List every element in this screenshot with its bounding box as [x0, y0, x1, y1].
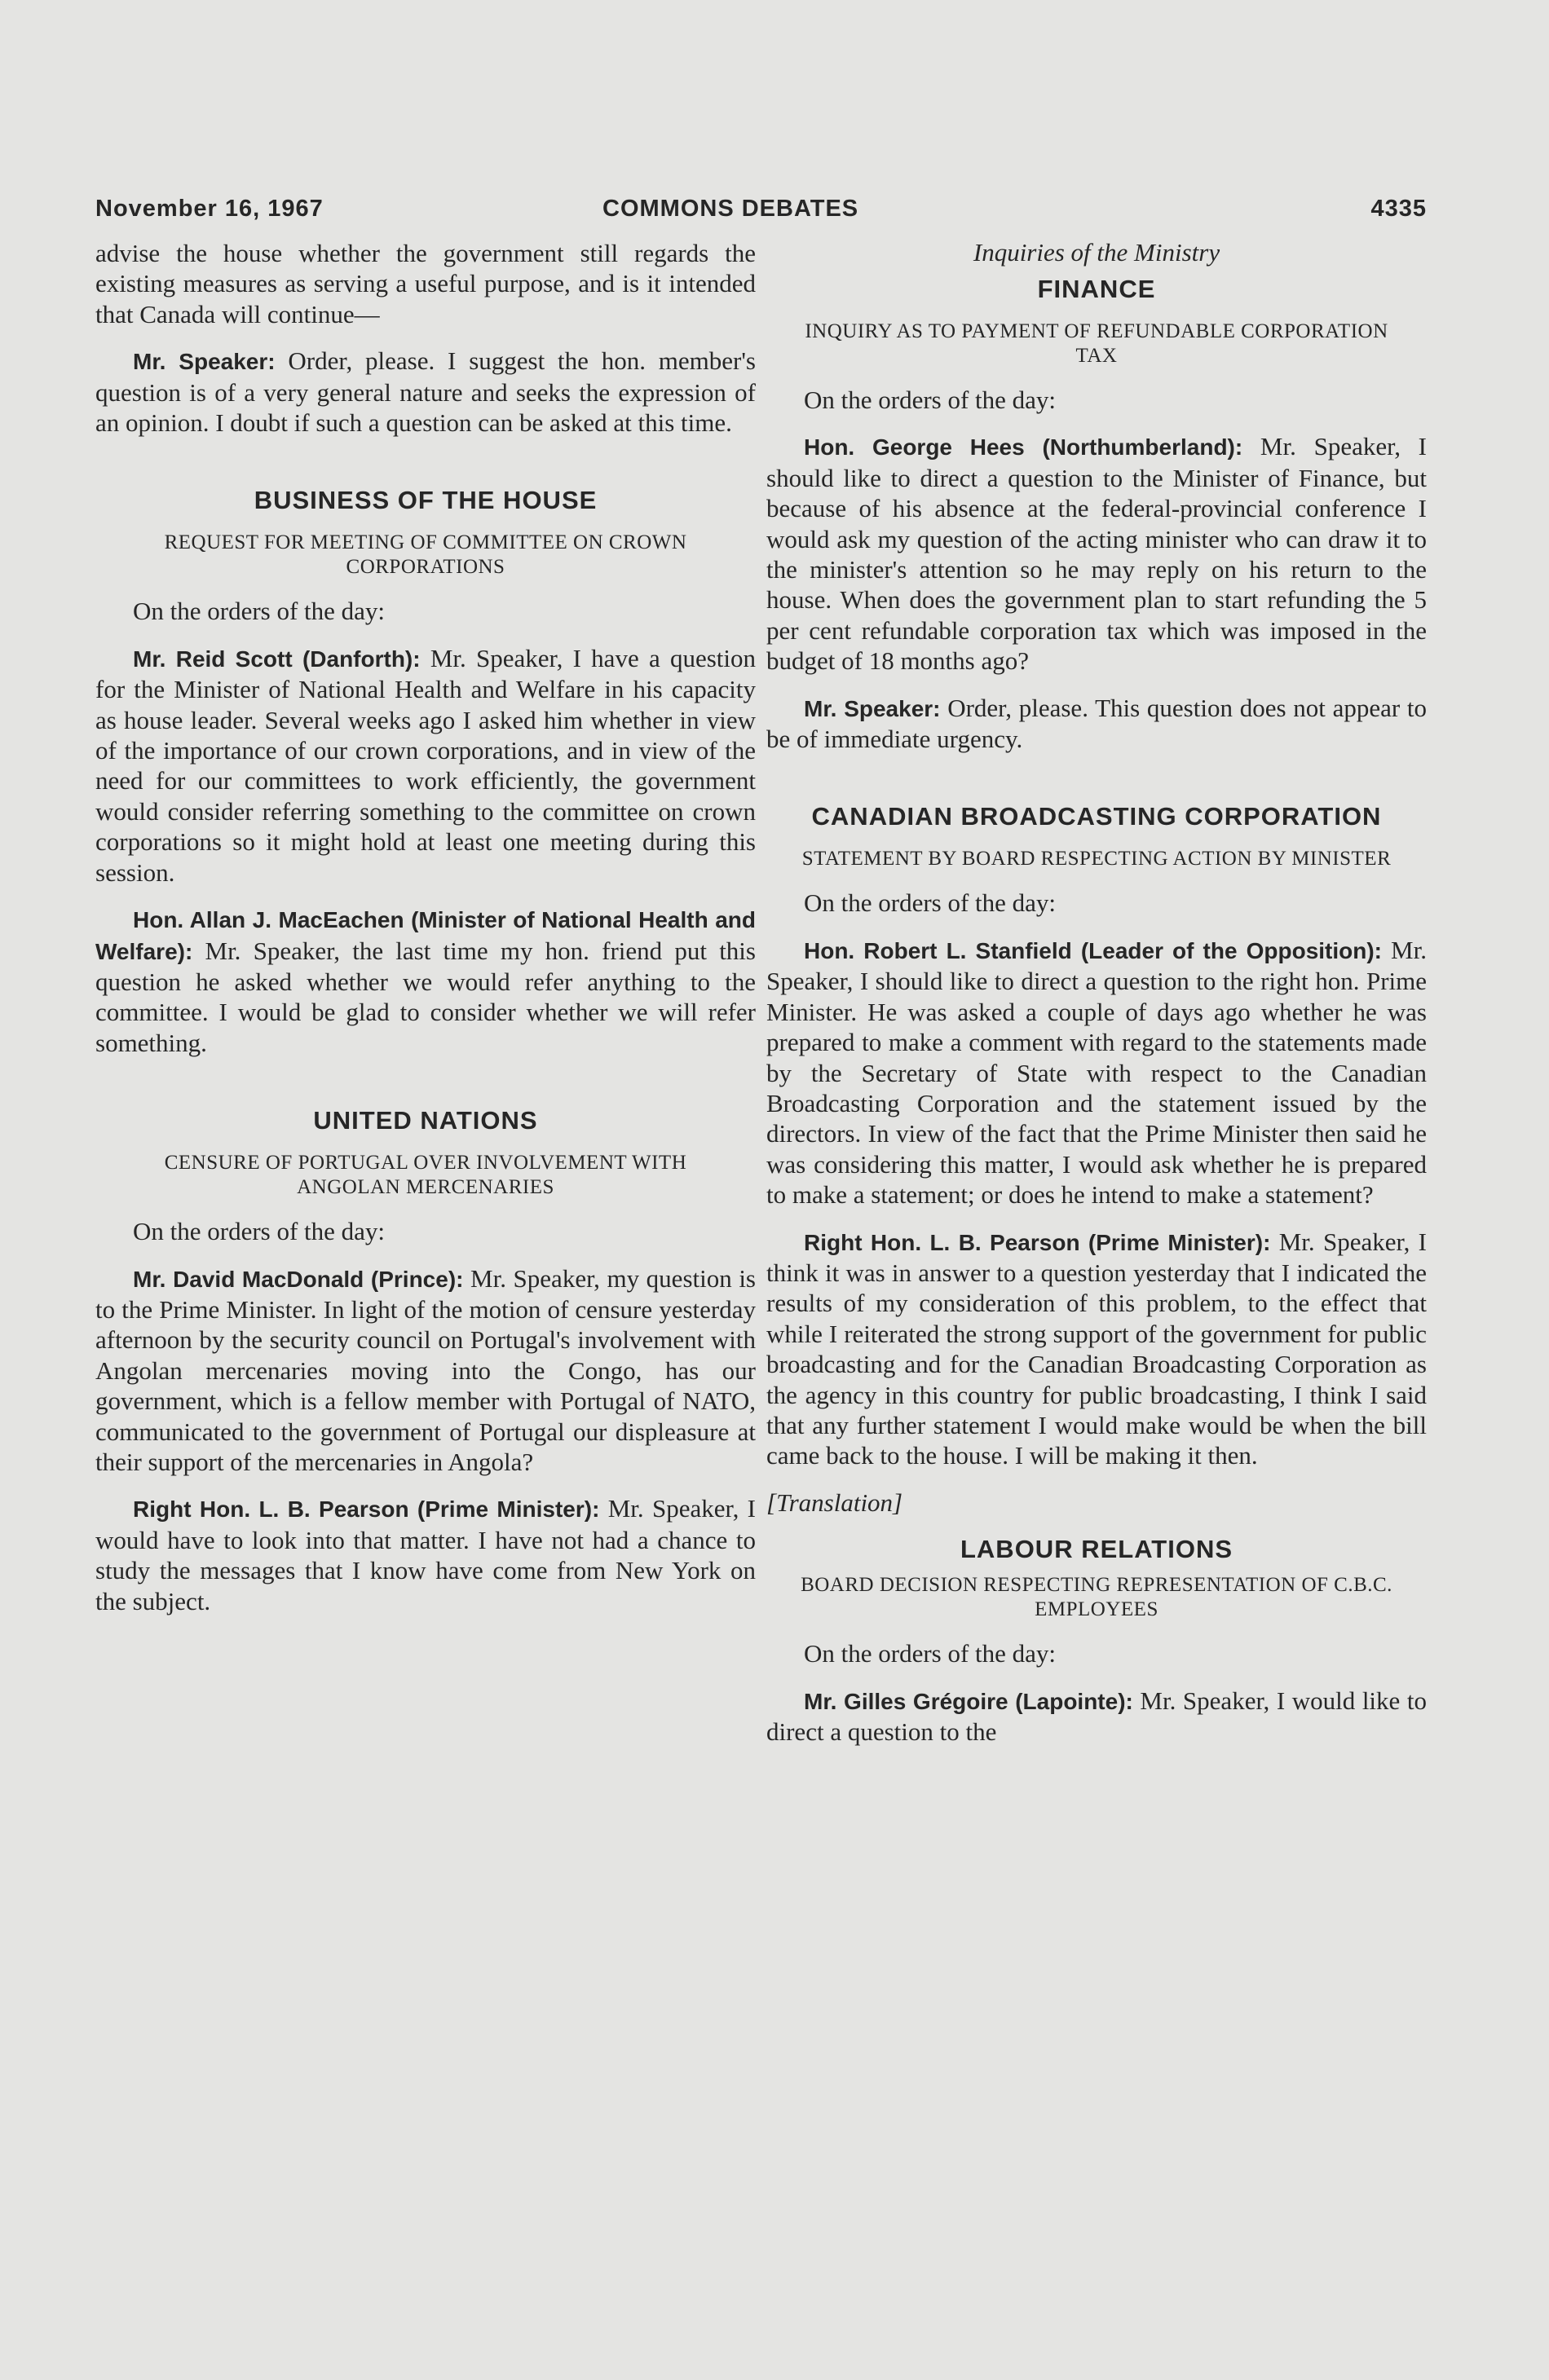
speaker-name: Right Hon. L. B. Pearson (Prime Minister):: [804, 1229, 1271, 1255]
paragraph: Right Hon. L. B. Pearson (Prime Minister): Mr. Speaker, I think it was in answer to a question yesterday that I indicated the results of my consideration of this problem, to the effect that while I reiterated the strong support of the government for public broadcasting and for the Canadian Broadcasting Corporation as the agency in this country for public broadcasting, I think I said that any further statement I would make would be when the bill came back to the house. I will be making it then.: [766, 1227, 1427, 1470]
speaker-name: Mr. David MacDonald (Prince):: [133, 1266, 464, 1292]
paragraph: Right Hon. L. B. Pearson (Prime Minister): Mr. Speaker, I would have to look into that matter. I have not had a chance to study the messages that I know have come from New York on the subject.: [95, 1494, 756, 1615]
inquiries-heading: Inquiries of the Ministry: [973, 238, 1220, 267]
orders-of-day: On the orders of the day:: [133, 1217, 386, 1246]
running-header: [95, 196, 1427, 236]
right-column: [766, 238, 1427, 1763]
speaker-name: Mr. Speaker:: [804, 695, 941, 721]
paragraph: Mr. David MacDonald (Prince): Mr. Speaker, my question is to the Prime Minister. In light of the motion of censure yesterday afternoon by the security council on Portugal's involvement with Angolan mercenaries moving into the Congo, has our government, which is a fellow member with Portugal of NATO, communicated to the government of Portugal our displeasure at their support of the mercenaries in Angola?: [95, 1263, 756, 1476]
section-subheading: REQUEST FOR MEETING OF COMMITTEE ON CROWN CORPORATIONS: [164, 531, 687, 579]
orders-of-day: On the orders of the day:: [804, 1639, 1057, 1668]
paragraph: Mr. Speaker: Order, please. I suggest the hon. member's question is of a very general nature and seeks the expression of an opinion. I doubt if such a question can be asked at this time.: [95, 346, 756, 438]
section-subheading: INQUIRY AS TO PAYMENT OF REFUNDABLE CORPORATION TAX: [805, 320, 1388, 367]
speaker-name: Mr. Reid Scott (Danforth):: [133, 646, 421, 672]
orders-of-day: On the orders of the day:: [804, 386, 1057, 414]
section-subheading: BOARD DECISION RESPECTING REPRESENTATION OF C.B.C. EMPLOYEES: [801, 1574, 1392, 1621]
left-column: [95, 238, 756, 1633]
paragraph: Hon. George Hees (Northumberland): Mr. Speaker, I should like to direct a question to the Minister of Finance, but because of his absence at the federal-provincial conference I would ask my question of the acting minister who can draw it to the minister's attention so he may reply on his return to the house. When does the government plan to start refunding the 5 per cent refundable corporation tax which was imposed in the budget of 18 months ago?: [766, 432, 1427, 676]
section-subheading: STATEMENT BY BOARD RESPECTING ACTION BY MINISTER: [801, 848, 1392, 870]
header-date: November 16, 1967: [95, 196, 324, 222]
speaker-name: Hon. Robert L. Stanfield (Leader of the Opposition):: [804, 937, 1383, 963]
header-page-number: 4335: [1370, 196, 1427, 222]
section-heading: BUSINESS OF THE HOUSE: [254, 486, 598, 515]
section-heading: UNITED NATIONS: [313, 1106, 538, 1135]
header-title: COMMONS DEBATES: [602, 196, 859, 222]
section-heading: LABOUR RELATIONS: [960, 1535, 1233, 1564]
paragraph: advise the house whether the government still regards the existing measures as serving a useful purpose, and is it intended that Canada will continue—: [95, 239, 756, 328]
paragraph: Hon. Allan J. MacEachen (Minister of National Health and Welfare): Mr. Speaker, the last time my hon. friend put this question he asked whether we would refer anything to the committee. I would be glad to consider whether we will refer something.: [95, 907, 756, 1057]
paragraph: Mr. Gilles Grégoire (Lapointe): Mr. Speaker, I would like to direct a question to the: [766, 1686, 1427, 1746]
speaker-name: Mr. Speaker:: [133, 349, 276, 375]
orders-of-day: On the orders of the day:: [804, 888, 1057, 918]
speaker-name: Right Hon. L. B. Pearson (Prime Minister):: [133, 1496, 600, 1523]
paragraph: Mr. Speaker: Order, please. This question does not appear to be of immediate urgency.: [766, 693, 1427, 754]
speaker-name: Mr. Gilles Grégoire (Lapointe):: [804, 1688, 1133, 1714]
paragraph: Mr. Reid Scott (Danforth): Mr. Speaker, I have a question for the Minister of National Health and Welfare in his capacity as house leader. Several weeks ago I asked him whether in view of the importance of our crown corporations, and in view of the need for our committees to work efficiently, the government would consider referring something to the committee on crown corporations so it might hold at least one meeting during this session.: [95, 643, 757, 887]
speaker-name: Hon. George Hees (Northumberland):: [804, 434, 1243, 461]
paragraph: Hon. Robert L. Stanfield (Leader of the Opposition): Mr. Speaker, I should like to direct a question to the right hon. Prime Minister. He was asked a couple of days ago whether he was prepared to make a comment with regard to the statements made by the Secretary of State with respect to the Canadian Broadcasting Corporation and the statement issued by the directors. In view of the fact that the Prime Minister then said he was considering this matter, I would ask whether he is prepared to make a statement; or does he intend to make a statement?: [766, 935, 1427, 1210]
section-subheading: CENSURE OF PORTUGAL OVER INVOLVEMENT WITH ANGOLAN MERCENARIES: [164, 1152, 687, 1199]
section-heading: CANADIAN BROADCASTING CORPORATION: [811, 802, 1382, 831]
section-heading: FINANCE: [1037, 275, 1156, 303]
speaker-name: Hon. Allan J. MacEachen (Minister of National Health and Welfare):: [95, 907, 756, 964]
orders-of-day: On the orders of the day:: [133, 597, 386, 626]
translation-note: [Translation]: [766, 1488, 903, 1517]
